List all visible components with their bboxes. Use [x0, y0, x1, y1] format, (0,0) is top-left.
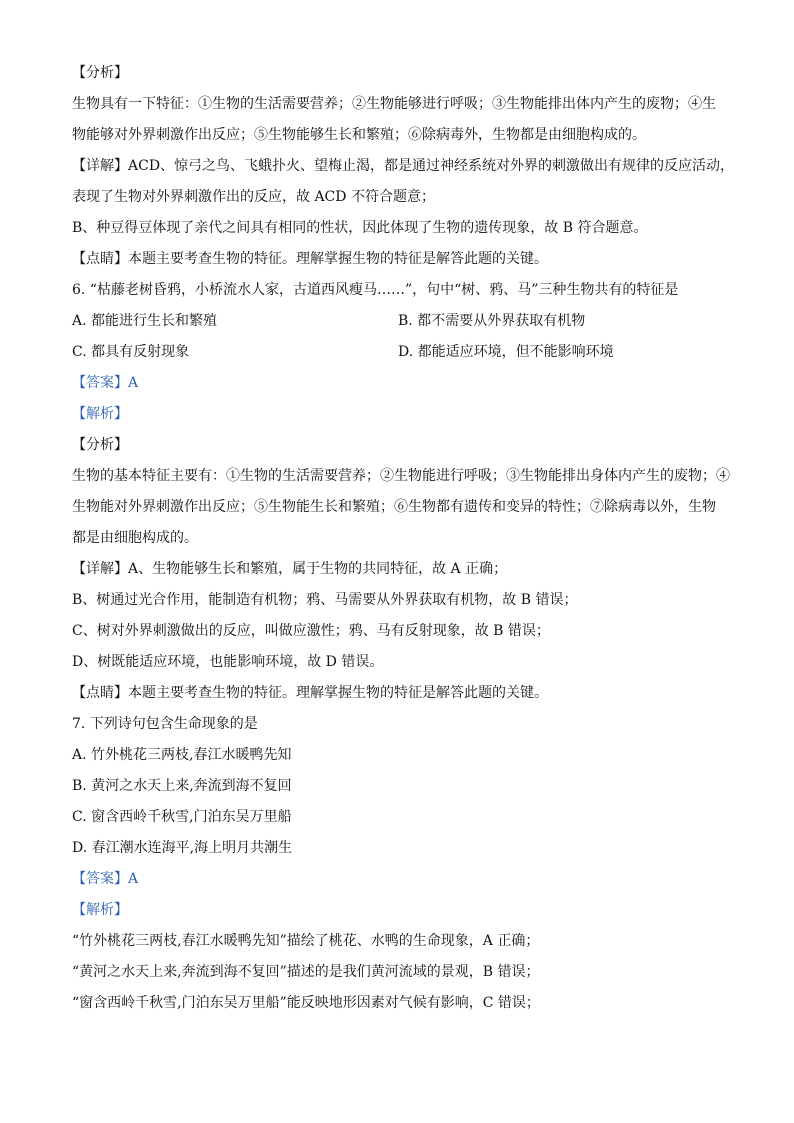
analysis-text: 生物能对外界刺激作出反应；⑤生物能生长和繁殖；⑥生物都有遗传和变异的特性；⑦除病毒以外，生物 [72, 499, 716, 515]
option-c: C. 窗含西岭千秋雪,门泊东吴万里船 [72, 809, 292, 825]
detail-text: 【详解】A、生物能够生长和繁殖，属于生物的共同特征，故 A 正确； [72, 561, 508, 577]
answer-label: 【答案】A [72, 375, 139, 391]
question-stem: 7. 下列诗句包含生命现象的是 [72, 716, 258, 732]
answer-label: 【答案】A [72, 871, 139, 887]
q5-solution-tail [72, 58, 735, 275]
question-stem: 6. “枯藤老树昏鸦，小桥流水人家，古道西风瘦马……”，句中“树、鸦、马”三种生物共有的特征是 [72, 282, 679, 298]
option-d: D. 都能适应环境，但不能影响环境 [398, 344, 614, 360]
option-a: A. 都能进行生长和繁殖 [72, 313, 218, 329]
detail-text: B、种豆得豆体现了亲代之间具有相同的性状，因此体现了生物的遗传现象，故 B 符合题意。 [72, 220, 648, 236]
explanation-text: “竹外桃花三两枝,春江水暖鸭先知”描绘了桃花、水鸭的生命现象，A 正确； [72, 933, 540, 949]
solution-heading: 【解析】 [72, 406, 128, 422]
document-page [72, 58, 735, 1019]
option-c: C. 都具有反射现象 [72, 344, 190, 360]
explanation-text: “黄河之水天上来,奔流到海不复回”描述的是我们黄河流域的景观，B 错误； [72, 964, 540, 980]
detail-text: 【详解】ACD、惊弓之鸟、飞蛾扑火、望梅止渴，都是通过神经系统对外界的刺激做出有规律的反应活动， [72, 158, 735, 174]
options-row [72, 306, 724, 337]
detail-text: D、树既能适应环境，也能影响环境，故 D 错误。 [72, 654, 384, 670]
detail-text: C、树对外界刺激做出的反应，叫做应激性；鸦、马有反射现象，故 B 错误； [72, 623, 550, 639]
analysis-text: 物能够对外界刺激作出反应；⑤生物能够生长和繁殖；⑥除病毒外，生物都是由细胞构成的。 [72, 127, 646, 143]
analysis-text: 生物的基本特征主要有：①生物的生活需要营养；②生物能进行呼吸；③生物能排出身体内产生的废物；④ [72, 468, 730, 484]
option-b: B. 都不需要从外界获取有机物 [398, 313, 586, 329]
solution-heading: 【解析】 [72, 902, 128, 918]
analysis-heading: 【分析】 [72, 437, 128, 453]
detail-text: 表现了生物对外界刺激作出的反应，故 ACD 不符合题意； [72, 189, 435, 205]
option-b: B. 黄河之水天上来,奔流到海不复回 [72, 778, 292, 794]
explanation-text: “窗含西岭千秋雪,门泊东吴万里船”能反映地形因素对气候有影响，C 错误； [72, 995, 540, 1011]
comment-text: 【点睛】本题主要考查生物的特征。理解掌握生物的特征是解答此题的关键。 [72, 685, 548, 701]
comment-text: 【点睛】本题主要考查生物的特征。理解掌握生物的特征是解答此题的关键。 [72, 251, 548, 267]
question-6 [72, 275, 730, 709]
question-7 [72, 709, 724, 1019]
analysis-text: 生物具有一下特征：①生物的生活需要营养；②生物能够进行呼吸；③生物能排出体内产生的废物；④生 [72, 96, 716, 112]
detail-text: B、树通过光合作用，能制造有机物；鸦、马需要从外界获取有机物，故 B 错误； [72, 592, 578, 608]
analysis-heading: 【分析】 [72, 65, 128, 81]
option-a: A. 竹外桃花三两枝,春江水暖鸭先知 [72, 747, 292, 763]
option-d: D. 春江潮水连海平,海上明月共潮生 [72, 840, 293, 856]
analysis-text: 都是由细胞构成的。 [72, 530, 198, 546]
options-row [72, 337, 724, 368]
